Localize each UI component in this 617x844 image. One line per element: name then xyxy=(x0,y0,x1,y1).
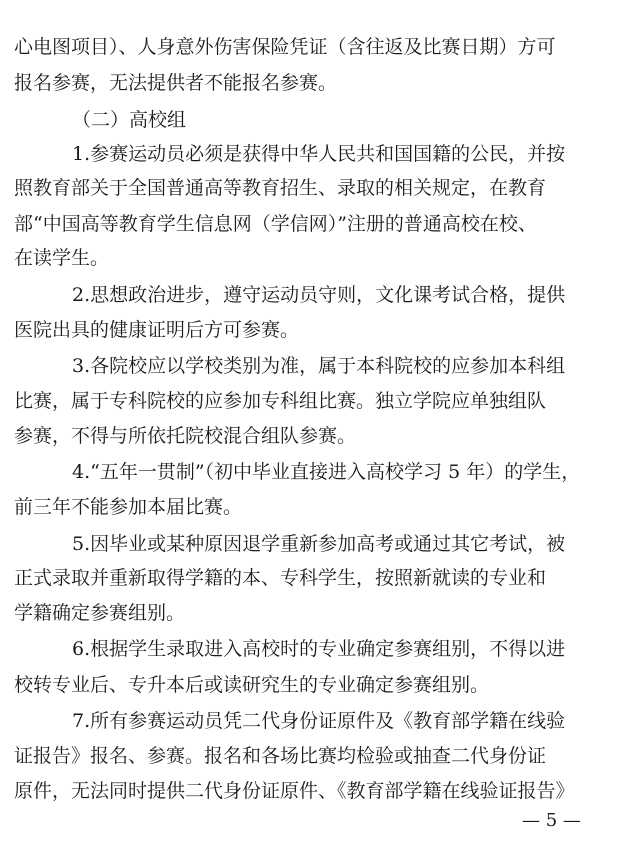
item-6-line: 6.根据学生录取进入高校时的专业确定参赛组别，不得以进 xyxy=(72,638,566,660)
item-6-line: 校转专业后、专升本后或读研究生的专业确定参赛组别。 xyxy=(14,674,490,696)
item-1-line: 在读学生。 xyxy=(14,247,110,269)
item-3-line: 比赛，属于专科院校的应参加专科组比赛。独立学院应单独组队 xyxy=(14,390,547,412)
item-1-line: 部“中国高等教育学生信息网（学信网）”注册的普通高校在校、 xyxy=(14,213,537,235)
item-1-line: 1.参赛运动员必须是获得中华人民共和国国籍的公民，并按 xyxy=(72,143,566,165)
item-3-line: 参赛，不得与所依托院校混合组队参赛。 xyxy=(14,425,357,447)
text-line-continuation: 报名参赛，无法提供者不能报名参赛。 xyxy=(14,72,338,94)
text-line-continuation: 心电图项目）、人身意外伤害保险凭证（含往返及比赛日期）方可 xyxy=(14,36,556,58)
item-7-line: 证报告》报名、参赛。报名和各场比赛均检验或抽查二代身份证 xyxy=(14,745,547,767)
item-7-line: 7.所有参赛运动员凭二代身份证原件及《教育部学籍在线验 xyxy=(72,710,566,732)
item-5-line: 5.因毕业或某种原因退学重新参加高考或通过其它考试，被 xyxy=(72,533,566,555)
page-number: — 5 — xyxy=(522,810,581,831)
item-7-line: 原件，无法同时提供二代身份证原件、《教育部学籍在线验证报告》 xyxy=(14,780,575,802)
item-5-line: 正式录取并重新取得学籍的本、专科学生，按照新就读的专业和 xyxy=(14,567,547,589)
item-4-line: 4.“五年一贯制”（初中毕业直接进入高校学习 5 年）的学生， xyxy=(72,461,581,483)
item-3-line: 3.各院校应以学校类别为准，属于本科院校的应参加本科组 xyxy=(72,355,566,377)
item-1-line: 照教育部关于全国普通高等教育招生、录取的相关规定，在教育 xyxy=(14,177,547,199)
item-2-line: 医院出具的健康证明后方可参赛。 xyxy=(14,319,300,341)
item-4-line: 前三年不能参加本届比赛。 xyxy=(14,496,243,518)
section-heading: （二）高校组 xyxy=(72,109,187,131)
item-2-line: 2.思想政治进步，遵守运动员守则，文化课考试合格，提供 xyxy=(72,284,566,306)
item-5-line: 学籍确定参赛组别。 xyxy=(14,602,186,624)
